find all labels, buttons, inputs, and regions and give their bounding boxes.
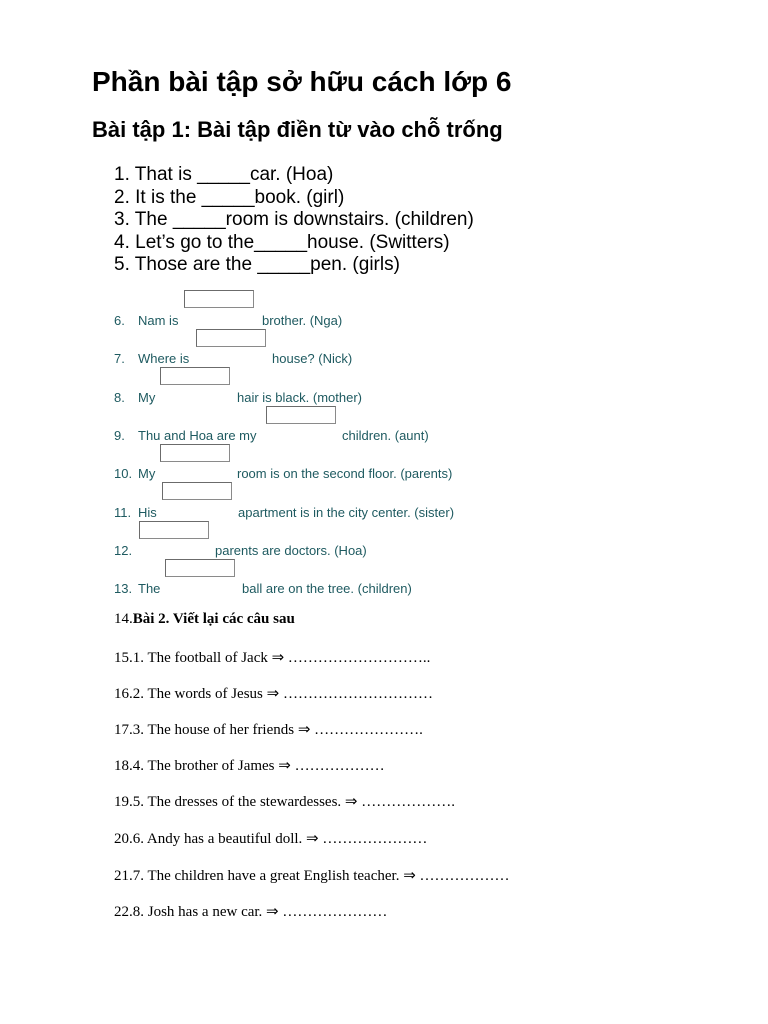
answer-blank[interactable]: _____ <box>172 209 226 230</box>
item-number: 6. <box>114 313 125 328</box>
list-item: 18.4. The brother of James ⇒ ……………… <box>114 758 385 774</box>
list-item: 1. That is _____car. (Hoa) <box>114 164 334 185</box>
item-text-after: parents are doctors. (Hoa) <box>215 543 367 558</box>
page-title: Phần bài tập sở hữu cách lớp 6 <box>92 66 512 97</box>
item-text-before: Nam is <box>138 313 179 328</box>
answer-input-box[interactable] <box>184 290 254 308</box>
exercise2-heading: 14.Bài 2. Viết lại các câu sau <box>114 611 295 627</box>
answer-input-box[interactable] <box>139 521 209 539</box>
item-text-after: children. (aunt) <box>342 428 429 443</box>
answer-blank[interactable]: _____ <box>254 231 308 253</box>
item-text-after: ball are on the tree. (children) <box>242 581 412 596</box>
answer-input-box[interactable] <box>165 559 235 577</box>
item-number: 8. <box>114 390 125 405</box>
item-text-after: hair is black. (mother) <box>237 390 362 405</box>
list-item: 16.2. The words of Jesus ⇒ ………………………… <box>114 686 433 702</box>
item-text-after: house? (Nick) <box>272 351 353 366</box>
item-text-after: room is on the second floor. (parents) <box>237 466 453 481</box>
list-item: 22.8. Josh has a new car. ⇒ ………………… <box>114 904 388 920</box>
item-text-before: Thu and Hoa are my <box>138 428 257 443</box>
list-item: 4. Let’s go to the_____house. (Switters) <box>114 231 450 253</box>
list-item: 15.1. The football of Jack ⇒ ……………………….. <box>114 650 431 666</box>
exercise1-heading: Bài tập 1: Bài tập điền từ vào chỗ trống <box>92 117 503 142</box>
list-item: 20.6. Andy has a beautiful doll. ⇒ ………………… <box>114 831 428 847</box>
list-item: 19.5. The dresses of the stewardesses. ⇒ ………………. <box>114 794 455 810</box>
list-item: 2. It is the _____book. (girl) <box>114 186 345 208</box>
item-number: 12. <box>114 543 133 558</box>
item-number: 13. <box>114 581 133 596</box>
item-text-before: My <box>138 466 156 481</box>
item-text-before: Where is <box>138 351 190 366</box>
item-text-before: The <box>138 581 161 596</box>
answer-input-box[interactable] <box>160 367 230 385</box>
list-item: 3. The _____room is downstairs. (children) <box>114 209 474 230</box>
answer-blank[interactable]: _____ <box>201 186 255 208</box>
answer-input-box[interactable] <box>196 329 266 347</box>
answer-blank[interactable]: _____ <box>197 164 250 185</box>
item-number: 11. <box>114 505 132 520</box>
item-number: 10. <box>114 466 133 481</box>
item-number: 9. <box>114 428 125 443</box>
item-text-after: apartment is in the city center. (sister) <box>238 505 455 520</box>
list-item: 5. Those are the _____pen. (girls) <box>114 254 400 275</box>
list-item: 17.3. The house of her friends ⇒ …………………. <box>114 722 423 738</box>
item-number: 7. <box>114 351 125 366</box>
answer-input-box[interactable] <box>160 444 230 462</box>
answer-input-box[interactable] <box>162 482 232 500</box>
answer-input-box[interactable] <box>266 406 336 424</box>
list-item: 21.7. The children have a great English teacher. ⇒ ……………… <box>114 868 510 884</box>
item-text-before: My <box>138 390 156 405</box>
item-text-after: brother. (Nga) <box>262 313 343 328</box>
item-text-before: His <box>138 505 157 520</box>
answer-blank[interactable]: _____ <box>257 254 311 275</box>
